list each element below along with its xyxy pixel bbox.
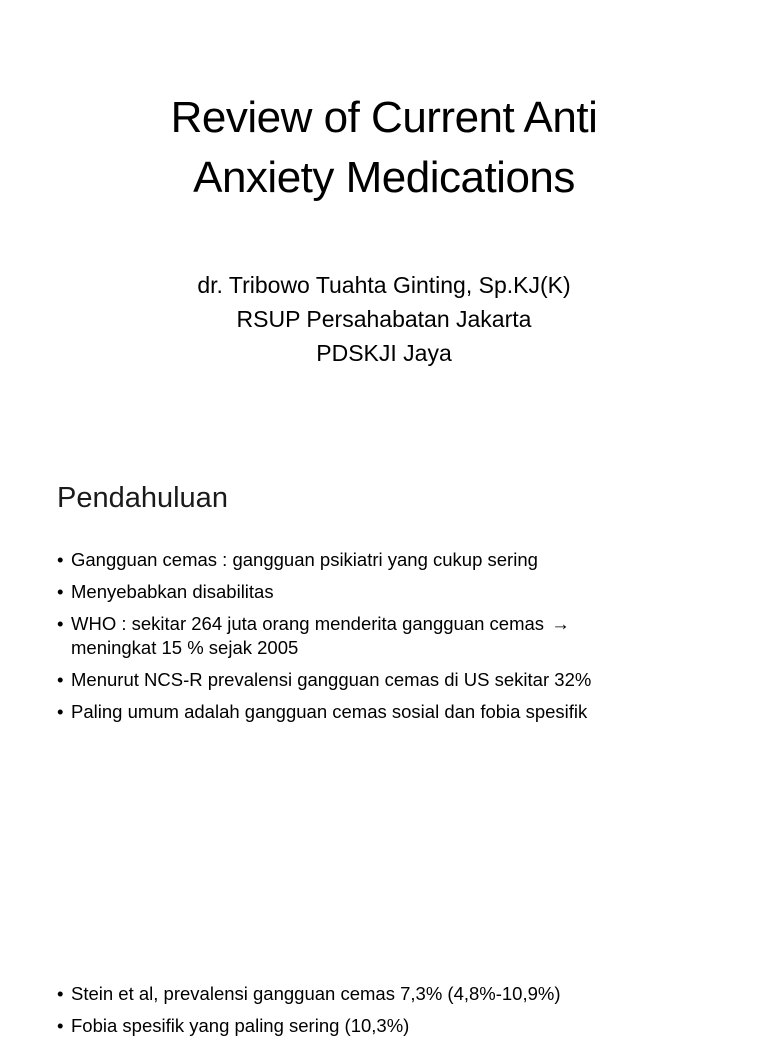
list-item: • Stein et al, prevalensi gangguan cemas 7,3% (4,8%-10,9%) <box>57 982 737 1006</box>
right-arrow-icon: → <box>551 613 570 634</box>
author-organization: PDSKJI Jaya <box>316 340 452 366</box>
list-item: • Menyebabkan disabilitas <box>57 580 737 604</box>
list-item: • Fobia spesifik yang paling sering (10,3%) <box>57 1014 737 1038</box>
presentation-title <box>0 88 768 208</box>
list-item: • Menurut NCS-R prevalensi gangguan cemas di US sekitar 32% <box>57 668 737 692</box>
intro-slide <box>0 432 768 792</box>
intro-bullet-list <box>57 548 737 732</box>
title-line-2: Anxiety Medications <box>193 153 575 202</box>
title-line-1: Review of Current Anti <box>170 93 598 142</box>
title-slide <box>0 0 768 432</box>
next-bullet-list <box>57 982 737 1046</box>
list-item: • Gangguan cemas : gangguan psikiatri yang cukup sering <box>57 548 737 572</box>
section-heading: Pendahuluan <box>57 482 228 514</box>
bullet-continuation: meningkat 15 % sejak 2005 <box>71 637 299 658</box>
list-item: • WHO : sekitar 264 juta orang menderita gangguan cemas → meningkat 15 % sejak 2005 <box>57 612 737 660</box>
list-item: • Paling umum adalah gangguan cemas sosial dan fobia spesifik <box>57 700 737 724</box>
next-slide-partial <box>0 792 768 1036</box>
author-name: dr. Tribowo Tuahta Ginting, Sp.KJ(K) <box>197 272 571 298</box>
author-block <box>0 268 768 370</box>
author-institution: RSUP Persahabatan Jakarta <box>236 306 532 332</box>
